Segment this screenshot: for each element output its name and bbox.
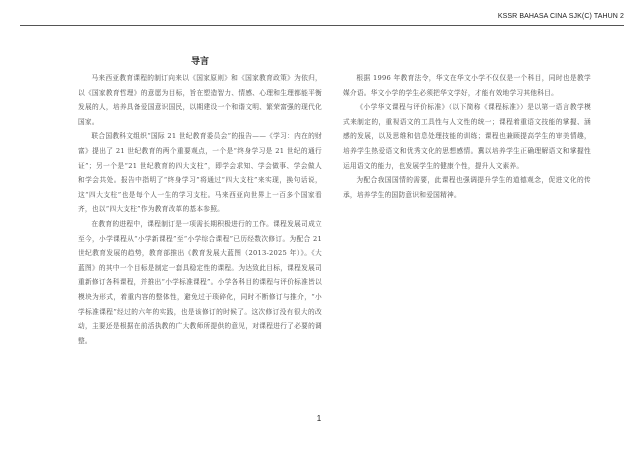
right-column (343, 71, 591, 202)
page-title: 导言 (190, 57, 209, 67)
paragraph: 在教育的进程中，课程制订是一项需长期积极进行的工作。课程发展司成立至今，小学课程从“小学新课程”至“小学综合课程”已历经数次修订。为配合 21 世纪教育发展的趋势，教育部推出《教育发展大蓝图（2013-2025 年）》。《大蓝图》的其中一个目标是制定一套具稳定性的课程。为达致此目标，课程发展司重新修订各科课程，并推出“小学标准课程”。小学各科目的课程与评价标准皆以模块为形式，着重内容的整体性，避免过于琐碎化，同时不断修订与推介，“小学标准课程”经过的六年的实践，也是该修订的时候了。这次修订没有很大的改动，主要还是根据在前活执教的广大教师所提供的意见，对课程进行了必要的调整。 (78, 219, 322, 345)
paragraph: 为配合我国国情的需要，此课程也强调提升学生的道德观念，促进文化的传承，培养学生的国防意识和爱国精神。 (343, 176, 591, 199)
running-head: KSSR BAHASA CINA SJK(C) TAHUN 2 (497, 13, 624, 20)
paragraph: 马来西亚教育课程的制订向来以《国家原则》和《国家教育政策》为依归，以《国家教育哲理》的意愿为目标，旨在塑造智力、情感、心理和生理都能平衡发展的人，培养具备爱国意识国民，以期建设一个和谐文明、繁荣富强的现代化国家。 (78, 74, 322, 126)
header-rule (20, 25, 624, 26)
paragraph: 《小学华文课程与评价标准》（以下简称《课程标准》）是以第一语言教学模式来制定的，重视语文的工具性与人文性的统一；课程着重语文技能的掌握、涵感的发展，以及思维和信息处理技能的训练；课程也兼顾提高学生的审美情趣，培养学生热爱语文和优秀文化的思想感情。冀以培养学生正确理解语文和掌握性运用语文的能力，也发展学生的健康个性，提升人文素养。 (343, 103, 591, 170)
paragraph: 联合国教科文组织“国际 21 世纪教育委员会”的报告——《学习：内在的财富》提出了 21 世纪教育的两个重要观点，一个是“终身学习是 21 世纪的通行证”；另一个是“21 世纪教育的四大支柱”，即学会求知、学会做事、学会做人和学会共处。报告中指明了“终身学习”将通过“四大支柱”来实现，换句话说，这“四大支柱”也是每个人一生的学习支柱。马来西亚向世界上一百多个国家看齐，也以“四大支柱”作为教育改革的基本参照。 (78, 132, 322, 214)
page-number: 1 (316, 414, 322, 423)
paragraph: 根据 1996 年教育法令，华文在华文小学不仅仅是一个科目，同时也是教学媒介语。华文小学的学生必须把华文学好，才能有效地学习其他科目。 (343, 74, 591, 97)
left-column (78, 71, 322, 348)
